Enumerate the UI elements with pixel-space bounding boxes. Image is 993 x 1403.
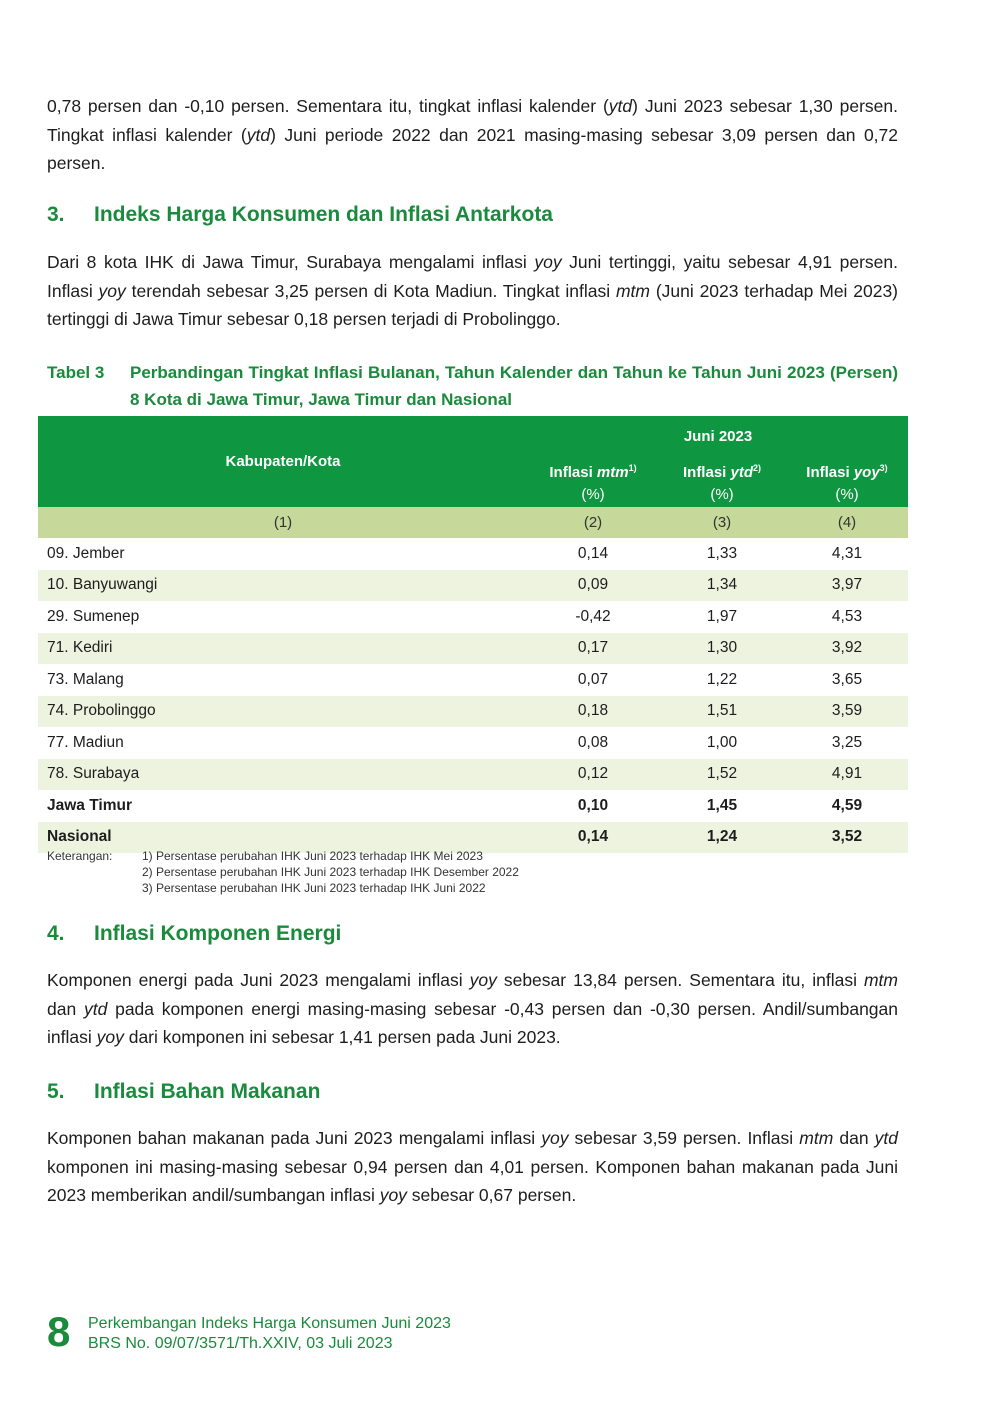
note-item: 1) Persentase perubahan IHK Juni 2023 terhadap IHK Mei 2023 [142,849,483,863]
footer-title: Perkembangan Indeks Harga Konsumen Juni 2023 [88,1315,451,1332]
table-row: 71. Kediri 0,17 1,30 3,92 [38,633,908,665]
footer-reference: BRS No. 09/07/3571/Th.XXIV, 03 Juli 2023 [88,1335,393,1352]
section-4-paragraph: Komponen energi pada Juni 2023 mengalami inflasi yoy sebesar 13,84 persen. Sementara itu, inflasi mtm dan ytd pada komponen energi masing-masing sebesar -0,43 persen dan -0,30 persen. Andil/sumbangan inflasi yoy dari komponen ini sebesar 1,41 persen pada Juni 2023. [47,970,898,1047]
table-row-nasional: Nasional 0,14 1,24 3,52 [38,822,908,854]
table-caption [47,359,898,413]
inflation-table [38,416,908,853]
table-caption-label: Tabel 3 [47,363,105,382]
table-row: 78. Surabaya 0,12 1,52 4,91 [38,759,908,791]
section-3-heading: 3. Indeks Harga Konsumen dan Inflasi Antarkota [47,203,553,226]
table-row: 10. Banyuwangi 0,09 1,34 3,97 [38,570,908,602]
header-mtm: Inflasi mtm$^{1)}$ (%) [528,456,658,507]
table-row: 09. Jember 0,14 1,33 4,31 [47,544,863,562]
header-region: Kabupaten/Kota [38,416,528,507]
header-ytd: Inflasi ytd$^{2)}$ (%) [658,456,786,507]
table-row: 73. Malang 0,07 1,22 3,65 [47,670,863,688]
header-group: Juni 2023 [528,416,908,456]
header-yoy: Inflasi yoy$^{3)}$ (%) [786,456,908,507]
page-number: 8 [47,1308,71,1355]
table-row-jawa-timur: Jawa Timur 0,10 1,45 4,59 [47,796,863,814]
notes-label: Keterangan: [47,849,113,863]
column-number-row: (1) (2) (3) (4) [38,507,908,538]
section-5-heading: 5. Inflasi Bahan Makanan [47,1080,321,1103]
section-3-paragraph: Dari 8 kota IHK di Jawa Timur, Surabaya mengalami inflasi yoy Juni tertinggi, yaitu sebesar 4,91 persen. Inflasi yoy terendah sebesar 3,25 persen di Kota Madiun. Tingkat inflasi mtm (Juni 2023 terhadap Mei 2023) tertinggi di Jawa Timur sebesar 0,18 persen terjadi di Probolinggo. [47,252,899,329]
intro-paragraph: 0,78 persen dan -0,10 persen. Sementara itu, tingkat inflasi kalender (ytd) Juni 2023 sebesar 1,30 persen. Tingkat inflasi kalender (ytd) Juni periode 2022 dan 2021 masing-masing sebesar 3,09 persen dan 0,72 persen. [47,96,898,173]
table-caption-text: Perbandingan Tingkat Inflasi Bulanan, Tahun Kalender dan Tahun ke Tahun Juni 2023 (Persen) 8 Kota di Jawa Timur, Jawa Timur dan Nasional [130,363,898,409]
table-notes [47,848,519,896]
note-item: 3) Persentase perubahan IHK Juni 2023 terhadap IHK Juni 2022 [142,881,486,895]
table-row: 29. Sumenep -0,42 1,97 4,53 [47,607,863,625]
table-row: 74. Probolinggo 0,18 1,51 3,59 [38,696,908,728]
section-5-paragraph: Komponen bahan makanan pada Juni 2023 mengalami inflasi yoy sebesar 3,59 persen. Inflasi mtm dan ytd komponen ini masing-masing sebesar 0,94 persen dan 4,01 persen. Komponen bahan makanan pada Juni 2023 memberikan andil/sumbangan inflasi yoy sebesar 0,67 persen. [47,1128,898,1205]
section-4-heading: 4. Inflasi Komponen Energi [47,922,342,945]
note-item: 2) Persentase perubahan IHK Juni 2023 terhadap IHK Desember 2022 [142,865,519,879]
table-row: 77. Madiun 0,08 1,00 3,25 [47,733,863,751]
